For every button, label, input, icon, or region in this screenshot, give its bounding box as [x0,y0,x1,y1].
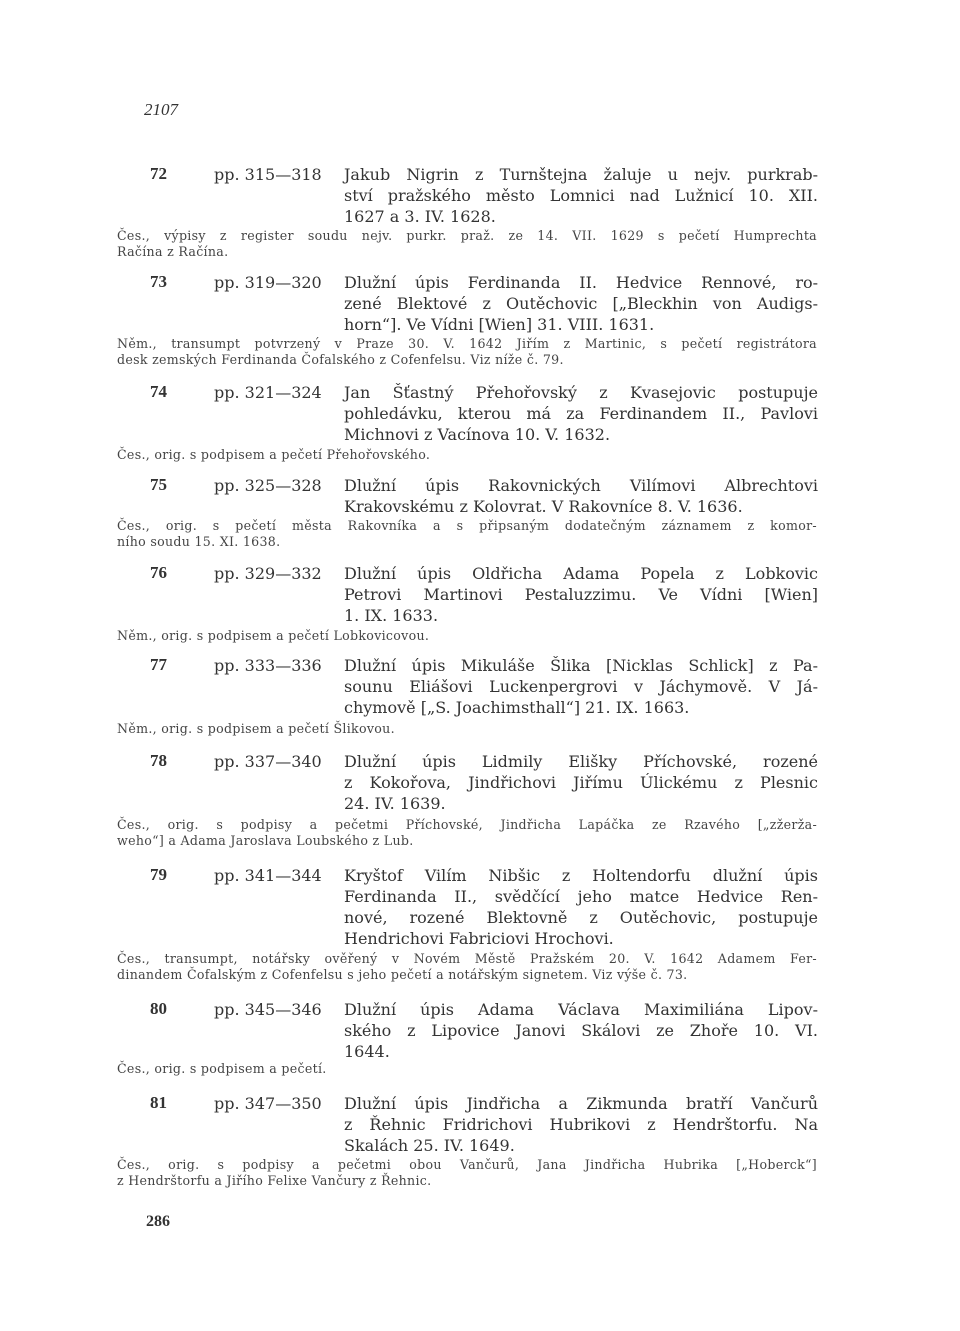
entry-number: 75 [150,475,167,494]
title-line: Dlužní úpis Mikuláše Šlika [Nicklas Schlick] z Pa- [344,656,818,675]
note-line: Čes., orig. s podpisem a pečetí. [117,1061,327,1076]
title-line: horn“]. Ve Vídni [Wien] 31. VIII. 1631. [344,315,655,334]
title-line: zené Blektové z Outěchovic [„Bleckhin von Audigs- [344,294,818,313]
page-header-number: 2107 [144,100,178,119]
entry-number: 81 [150,1093,167,1112]
page-footer-number: 286 [146,1213,170,1230]
entry-title [344,655,818,718]
note-line: Čes., orig. s podpisy a pečetmi Příchovské, Jindřicha Lapáčka ze Rzavého [„zžerža- [117,817,817,832]
title-line: Dlužní úpis Lidmily Elišky Příchovské, rozené [344,752,818,771]
title-line: z Řehnic Fridrichovi Hubrikovi z Hendrštorfu. Na [344,1115,818,1134]
entry-number: 74 [150,382,167,401]
note-line: Čes., transumpt, notářsky ověřený v Novém Městě Pražském 20. V. 1642 Adamem Fer- [117,951,817,966]
note-line: ního soudu 15. XI. 1638. [117,534,281,549]
note-line: dinandem Čofalským z Cofenfelsu s jeho pečetí a notářským signetem. Viz výše č. 73. [117,967,688,982]
entry-note [117,228,817,260]
note-line: z Hendrštorfu a Jiřího Felixe Vančury z Řehnic. [117,1173,432,1188]
note-line: Něm., orig. s podpisem a pečetí Lobkovicovou. [117,628,430,643]
title-line: 1644. [344,1042,390,1061]
entry-title [344,382,818,445]
title-line: Michnovi z Vacínova 10. V. 1632. [344,425,611,444]
title-line: z Kokořova, Jindřichovi Jiřímu Úlickému z Plesnic [344,773,818,792]
note-line: Čes., orig. s podpisy a pečetmi obou Vančurů, Jana Jindřicha Hubrika [„Hoberck“] [117,1157,817,1172]
note-line: Čes., orig. s podpisem a pečetí Přehořovského. [117,447,431,462]
entry-pages: pp. 329—332 [214,564,322,583]
entry-pages: pp. 347—350 [214,1094,322,1113]
entry-title [344,164,818,227]
entry-pages: pp. 325—328 [214,476,322,495]
entry-number: 77 [150,655,167,674]
title-line: Dlužní úpis Jindřicha a Zikmunda bratří Vančurů [344,1094,818,1113]
note-line: Čes., výpisy z register soudu nejv. purkr. praž. ze 14. VII. 1629 s pečetí Humprechta [117,228,817,243]
title-line: sounu Eliášovi Luckenpergrovi v Jáchymově. V Já- [344,677,818,696]
entry-title [344,563,818,626]
entry-pages: pp. 321—324 [214,383,322,402]
title-line: Dlužní úpis Rakovnických Vilímovi Albrechtovi [344,476,818,495]
entry-note [117,951,817,983]
title-line: Hendrichovi Fabriciovi Hrochovi. [344,929,614,948]
title-line: Skalách 25. IV. 1649. [344,1136,515,1155]
entry-note [117,447,817,463]
entry-number: 72 [150,164,167,183]
entry-note [117,518,817,550]
title-line: 24. IV. 1639. [344,794,446,813]
entry-pages: pp. 341—344 [214,866,322,885]
title-line: Dlužní úpis Ferdinanda II. Hedvice Rennové, ro- [344,273,818,292]
entry-number: 79 [150,865,167,884]
title-line: Dlužní úpis Adama Václava Maximiliána Lipov- [344,1000,818,1019]
entry-note [117,1157,817,1189]
title-line: nové, rozené Blektovně z Outěchovic, postupuje [344,908,818,927]
entry-pages: pp. 315—318 [214,165,322,184]
entry-note [117,628,817,644]
entry-pages: pp. 333—336 [214,656,322,675]
title-line: ského z Lipovice Janovi Skálovi ze Zhoře 10. VI. [344,1021,818,1040]
title-line: Jan Šťastný Přehořovský z Kvasejovic postupuje [344,383,818,402]
note-line: Čes., orig. s pečetí města Rakovníka a s připsaným dodatečným záznamem z komor- [117,518,817,533]
entry-pages: pp. 337—340 [214,752,322,771]
entry-title [344,272,818,335]
title-line: ství pražského město Lomnici nad Lužnicí 10. XII. [344,186,818,205]
entry-title [344,999,818,1062]
title-line: Petrovi Martinovi Pestaluzzimu. Ve Vídni [Wien] [344,585,818,604]
entry-note [117,721,817,737]
note-line: weho“] a Adama Jaroslava Loubského z Lub. [117,833,414,848]
entry-number: 78 [150,751,167,770]
entry-pages: pp. 345—346 [214,1000,322,1019]
entry-note [117,1061,817,1077]
entry-title [344,475,818,517]
note-line: desk zemských Ferdinanda Čofalského z Cofenfelsu. Viz níže č. 79. [117,352,564,367]
entry-number: 73 [150,272,167,291]
entry-number: 80 [150,999,167,1018]
title-line: Dlužní úpis Oldřicha Adama Popela z Lobkovic [344,564,818,583]
title-line: 1. IX. 1633. [344,606,439,625]
title-line: chymově [„S. Joachimsthall“] 21. IX. 1663. [344,698,690,717]
title-line: 1627 a 3. IV. 1628. [344,207,496,226]
title-line: pohledávku, kterou má za Ferdinandem II., Pavlovi [344,404,818,423]
entry-note [117,336,817,368]
note-line: Něm., transumpt potvrzený v Praze 30. V. 1642 Jiřím z Martinic, s pečetí registrátora [117,336,817,351]
entry-title [344,751,818,814]
entry-pages: pp. 319—320 [214,273,322,292]
entry-title [344,1093,818,1156]
entry-number: 76 [150,563,167,582]
title-line: Krakovskému z Kolovrat. V Rakovníce 8. V. 1636. [344,497,743,516]
title-line: Jakub Nigrin z Turnštejna žaluje u nejv. purkrab- [344,165,818,184]
note-line: Něm., orig. s podpisem a pečetí Šlikovou. [117,721,395,736]
entry-title [344,865,818,949]
entry-note [117,817,817,849]
title-line: Kryštof Vilím Nibšic z Holtendorfu dlužní úpis [344,866,818,885]
title-line: Ferdinanda II., svědčící jeho matce Hedvice Ren- [344,887,818,906]
note-line: Račína z Račína. [117,244,229,259]
